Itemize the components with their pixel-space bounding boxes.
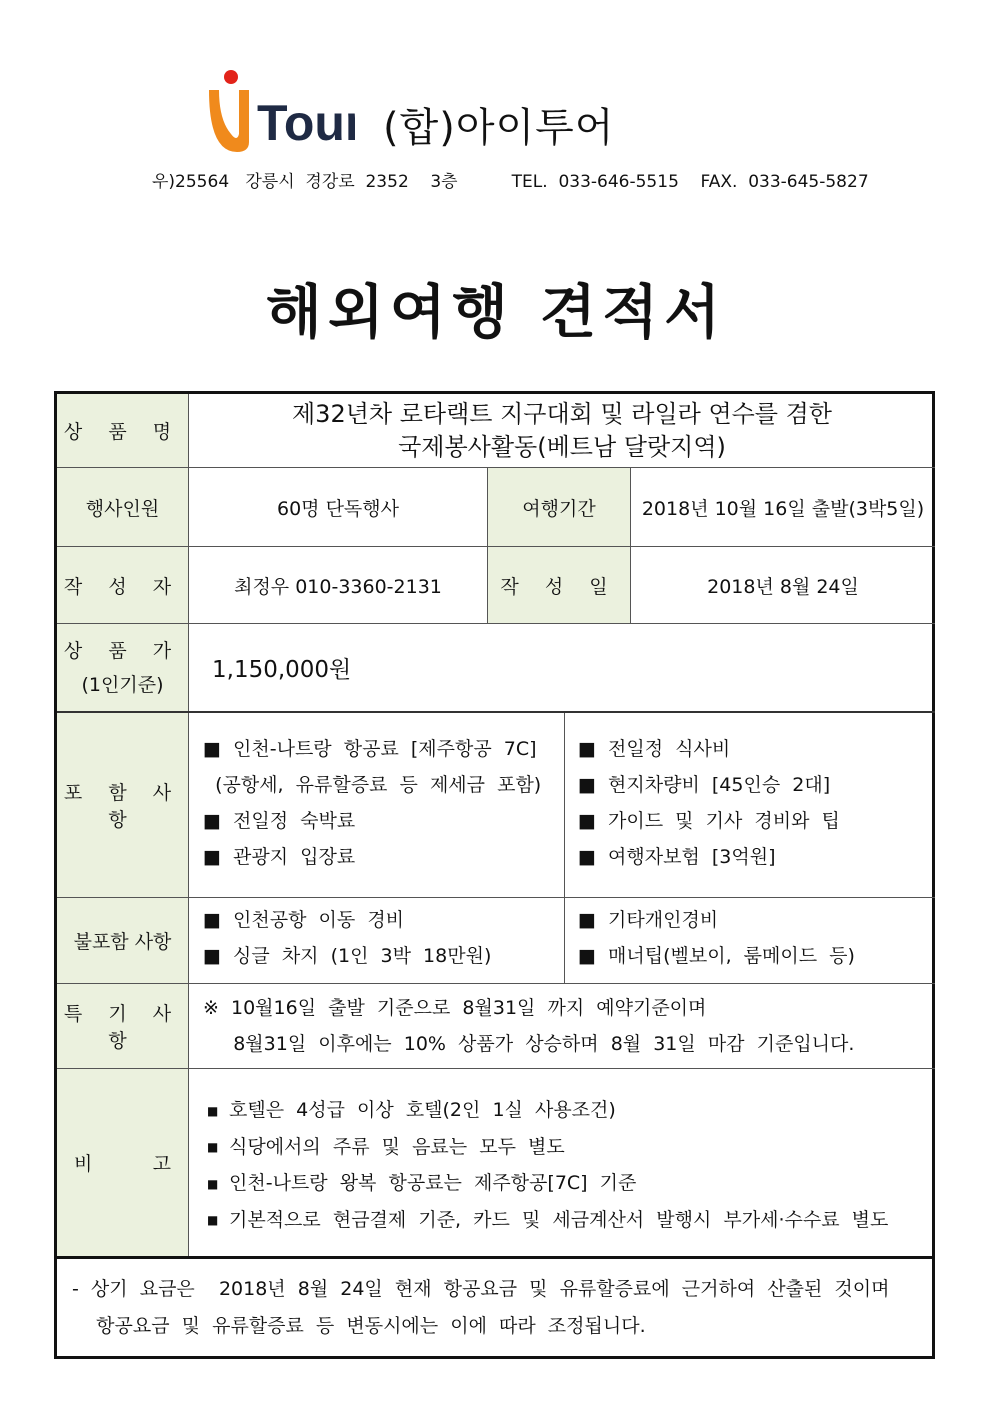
list-item: ■ 전일정 식사비	[578, 738, 731, 760]
list-item: ■ 관광지 입장료	[203, 846, 356, 868]
company-name: (합)아이투어	[383, 105, 615, 151]
list-item: ■ 전일정 숙박료	[203, 810, 356, 832]
divider	[57, 897, 935, 898]
remarks-list	[207, 1092, 888, 1238]
included-left-list	[203, 731, 541, 875]
document-title: 해외여행 견적서	[265, 278, 727, 346]
period-value: 2018년 10월 16일 출발(3박5일)	[641, 497, 925, 520]
label-excluded: 불포함 사항	[57, 898, 188, 983]
divider	[57, 711, 935, 713]
divider	[188, 394, 189, 1256]
quote-table	[54, 391, 935, 1359]
date-value: 2018년 8월 24일	[707, 575, 859, 598]
list-item: ■ 인천공항 이동 경비	[203, 909, 405, 931]
list-item: ■ 매너팁(벨보이, 룸메이드 등)	[578, 945, 855, 967]
bullet-icon: ■	[207, 1140, 219, 1154]
product-line-2: 국제봉사활동(베트남 달랏지역)	[398, 432, 726, 461]
list-item: ■ 싱글 차지 (1인 3박 18만원)	[203, 945, 492, 967]
divider	[57, 546, 935, 547]
footer-line-1: - 상기 요금은 2018년 8월 24일 현재 항공요금 및 유류할증료에 근거하여 산출된 것이며	[72, 1278, 890, 1300]
logo-text: Tour	[257, 95, 355, 151]
product-line-1: 제32년차 로타랙트 지구대회 및 라일라 연수를 겸한	[292, 399, 832, 428]
excluded-right-list	[578, 902, 855, 974]
label-product: 상 품 명	[57, 394, 188, 467]
product-value	[189, 394, 935, 467]
divider	[57, 1256, 935, 1259]
special-line-2: 8월31일 이후에는 10% 상품가 상승하며 8월 31일 마감 기준입니다.	[203, 1033, 855, 1055]
label-period: 여행기간	[488, 468, 630, 546]
author-value: 최정우 010-3360-2131	[234, 575, 442, 598]
label-included: 포 함 사 항	[57, 713, 188, 897]
list-item: ■ 호텔은 4성급 이상 호텔(2인 1실 사용조건)	[207, 1092, 888, 1129]
label-participants: 행사인원	[57, 468, 188, 546]
divider	[57, 983, 935, 984]
list-item: ■ 인천-나트랑 왕복 항공료는 제주항공[7C] 기준	[207, 1165, 888, 1202]
label-price	[57, 624, 188, 711]
company-address: 우)25564 강릉시 경강로 2352 3층 TEL. 033-646-5515 FAX. 033-645-5827	[152, 172, 869, 192]
label-special: 특 기 사 항	[57, 984, 188, 1068]
label-price-line2: (1인기준)	[81, 673, 164, 696]
list-item: ■ 기본적으로 현금결제 기준, 카드 및 세금계산서 발행시 부가세·수수료 별도	[207, 1202, 888, 1239]
divider	[57, 1068, 935, 1069]
list-item: ■ 기타개인경비	[578, 909, 719, 931]
label-remarks: 비 고	[57, 1069, 188, 1256]
special-line-1: ※ 10월16일 출발 기준으로 8월31일 까지 예약기준이며	[203, 997, 707, 1019]
label-author: 작 성 자	[57, 547, 188, 623]
special-notes	[203, 990, 854, 1062]
excluded-left-list	[203, 902, 491, 974]
list-item: (공항세, 유류할증료 등 제세금 포함)	[203, 774, 542, 796]
bullet-icon: ■	[207, 1213, 219, 1227]
company-logo	[205, 68, 355, 158]
bullet-icon: ■	[207, 1176, 219, 1191]
footer-line-2: 항공요금 및 유류할증료 등 변동시에는 이에 따라 조정됩니다.	[72, 1315, 646, 1337]
included-right-list	[578, 731, 840, 875]
participants-value: 60명 단독행사	[277, 497, 399, 520]
footer-note	[72, 1271, 889, 1345]
list-item: ■ 가이드 및 기사 경비와 팁	[578, 810, 840, 832]
label-price-line1: 상 품 가	[63, 639, 182, 662]
bullet-icon: ■	[207, 1103, 219, 1118]
list-item: ■ 식당에서의 주류 및 음료는 모두 별도	[207, 1129, 888, 1166]
list-item: ■ 인천-나트랑 항공료 [제주항공 7C]	[203, 738, 537, 760]
divider	[564, 713, 565, 983]
divider	[57, 623, 935, 624]
divider	[57, 467, 935, 468]
price-value: 1,150,000원	[212, 657, 352, 683]
label-date: 작 성 일	[488, 547, 630, 623]
list-item: ■ 여행자보험 [3억원]	[578, 846, 776, 868]
list-item: ■ 현지차량비 [45인승 2대]	[578, 774, 831, 796]
